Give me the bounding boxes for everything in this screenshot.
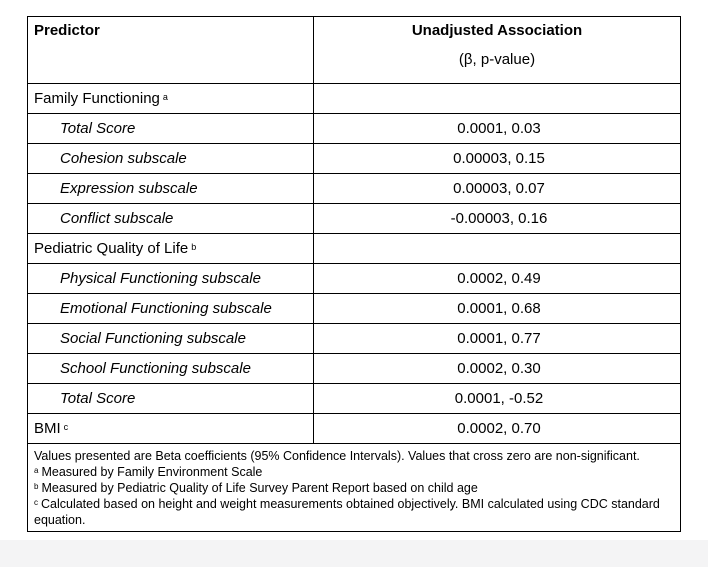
- table-row: [28, 204, 681, 234]
- association-value-cell: 0.0001, 0.03: [314, 114, 681, 144]
- association-value-cell: 0.0001, -0.52: [314, 384, 681, 414]
- association-value-cell: 0.0002, 0.70: [314, 414, 681, 444]
- predictor-label: Total Score: [60, 389, 136, 407]
- predictor-label: Social Functioning subscale: [60, 329, 246, 347]
- notes-main-text: Values presented are Beta coefficients (95% Confidence Intervals). Values that cross zero are non-significant.: [34, 449, 640, 463]
- table-row: [28, 294, 681, 324]
- table-row: [28, 384, 681, 414]
- footnote-marker: b: [191, 241, 197, 252]
- predictor-cell: [28, 114, 314, 144]
- predictor-label: Conflict subscale: [60, 209, 174, 227]
- predictor-label: Expression subscale: [60, 179, 198, 197]
- table-row: [28, 354, 681, 384]
- predictor-cell: [28, 144, 314, 174]
- predictor-label: Emotional Functioning subscale: [60, 299, 272, 317]
- predictor-label: Physical Functioning subscale: [60, 269, 261, 287]
- table-header-row: [28, 17, 681, 84]
- association-header: [314, 17, 681, 84]
- footnote-marker: a: [162, 91, 168, 102]
- table-notes: [28, 444, 681, 532]
- predictor-label: BMI: [34, 419, 61, 437]
- footnote-text: Calculated based on height and weight measurements obtained objectively. BMI calculated using CDC standard equation.: [34, 497, 660, 527]
- predictor-cell: [28, 294, 314, 324]
- footnote-line: [34, 464, 674, 480]
- table-notes-row: [28, 444, 681, 532]
- footnote-marker: c: [63, 421, 69, 432]
- association-value-cell: 0.0002, 0.49: [314, 264, 681, 294]
- predictor-label: School Functioning subscale: [60, 359, 251, 377]
- table-group-row: [28, 414, 681, 444]
- association-title: Unadjusted Association: [411, 22, 583, 39]
- results-table: [27, 16, 681, 532]
- group-label-cell: [28, 234, 314, 264]
- association-subtitle: (β, p-value): [458, 51, 536, 68]
- footnote-marker: c: [34, 498, 38, 507]
- association-value-cell: 0.00003, 0.15: [314, 144, 681, 174]
- table-row: [28, 174, 681, 204]
- association-value-cell: 0.0001, 0.77: [314, 324, 681, 354]
- predictor-label: Pediatric Quality of Life: [34, 239, 189, 257]
- predictor-cell: [28, 204, 314, 234]
- predictor-cell: [28, 174, 314, 204]
- association-value-cell: 0.00003, 0.07: [314, 174, 681, 204]
- predictor-cell: [28, 354, 314, 384]
- footnote-marker: b: [34, 482, 39, 491]
- association-value-cell: 0.0001, 0.68: [314, 294, 681, 324]
- predictor-label: Total Score: [60, 119, 136, 137]
- association-value-cell: [314, 84, 681, 114]
- table-group-row: [28, 84, 681, 114]
- footnote-marker: a: [34, 466, 39, 475]
- table-row: [28, 264, 681, 294]
- table-row: [28, 114, 681, 144]
- group-label-cell: [28, 414, 314, 444]
- footnote-text: Measured by Family Environment Scale: [41, 465, 263, 479]
- footnote-text: Measured by Pediatric Quality of Life Survey Parent Report based on child age: [41, 481, 478, 495]
- predictor-label: Cohesion subscale: [60, 149, 187, 167]
- table-row: [28, 144, 681, 174]
- group-label-cell: [28, 84, 314, 114]
- association-value-cell: [314, 234, 681, 264]
- predictor-cell: [28, 324, 314, 354]
- association-value-cell: 0.0002, 0.30: [314, 354, 681, 384]
- page-bottom-band: [0, 540, 708, 567]
- footnote-line: [34, 496, 674, 528]
- predictor-header: Predictor: [28, 17, 314, 84]
- predictor-label: Family Functioning: [34, 89, 160, 107]
- table-row: [28, 324, 681, 354]
- table-group-row: [28, 234, 681, 264]
- predictor-cell: [28, 384, 314, 414]
- footnote-line: [34, 480, 674, 496]
- predictor-cell: [28, 264, 314, 294]
- association-value-cell: -0.00003, 0.16: [314, 204, 681, 234]
